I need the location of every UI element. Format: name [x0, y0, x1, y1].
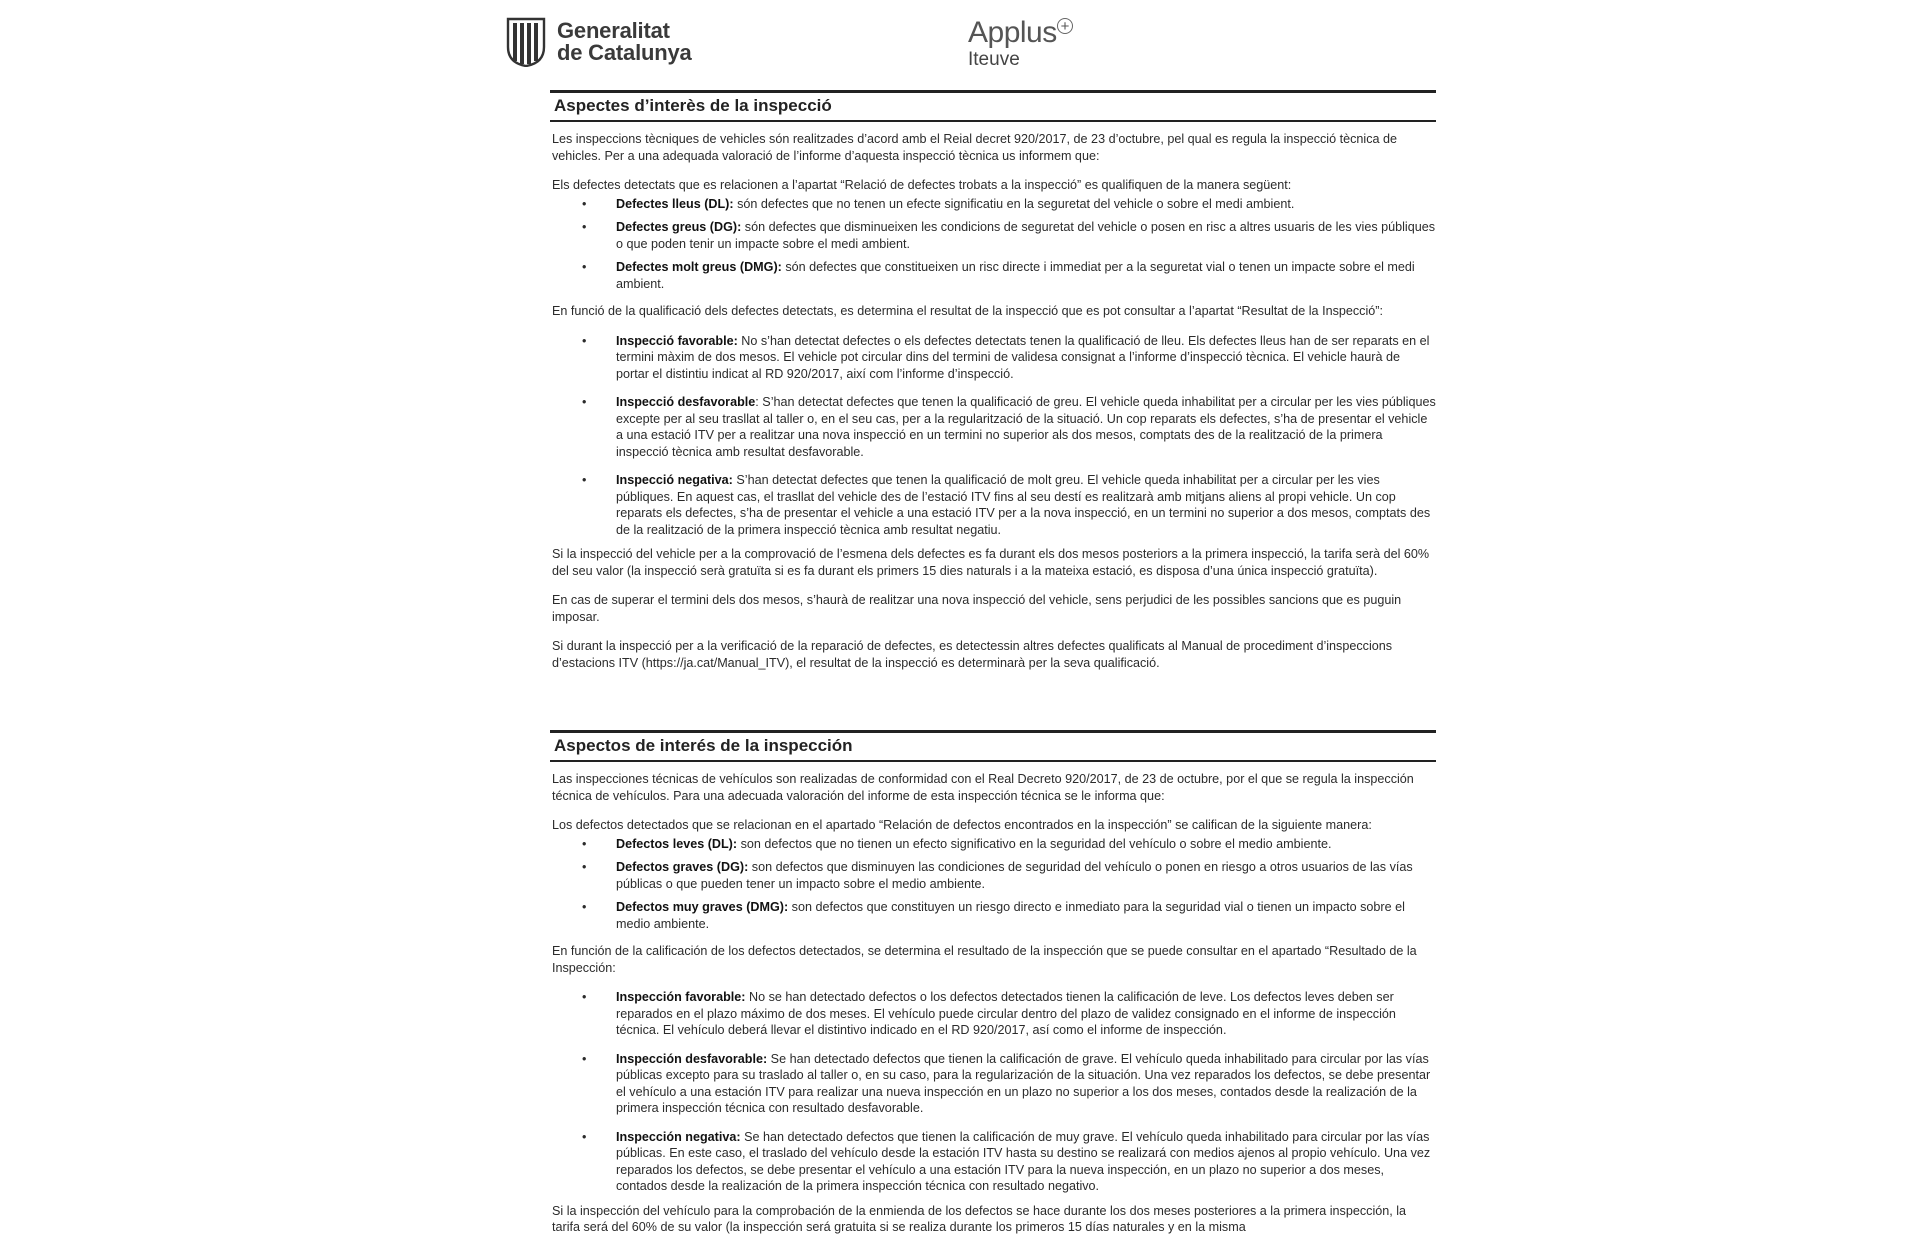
list-item	[552, 836, 1436, 853]
result-text: S’han detectat defectes que tenen la qualificació de molt greu. El vehicle queda inhabilitat per a circular per les vies públiques. En aquest cas, el trasllat del vehicle des de l’estació ITV fins al seu destí es realitzarà amb mitjans aliens al propi vehicle. Un cop reparats els defectes, s’ha de presentar el vehicle a una estació ITV per a la nova inspecció, en un termini no superior a dos mesos, comptats des de la realització de la primera inspecció tècnica amb resultat negatiu.	[616, 473, 1431, 537]
applus-wordmark	[968, 16, 1069, 49]
defects-list-ca	[552, 196, 1436, 293]
defect-text: son defectos que constituyen un riesgo directo e inmediato para la seguridad vial o tienen un impacto sobre el medio ambiente.	[616, 900, 1405, 931]
defects-intro-ca: Els defectes detectats que es relacionen a l’apartat “Relació de defectes trobats a la inspecció” es qualifiquen de la manera següent:	[552, 178, 1292, 192]
list-item	[552, 1051, 1436, 1117]
bullet-icon: •	[582, 860, 587, 874]
bullet-icon: •	[582, 1051, 587, 1066]
section-title-ca: Aspectes d’interès de la inspecció	[554, 96, 832, 115]
applus-brand: Applus	[968, 16, 1057, 49]
bullet-icon: •	[582, 220, 587, 234]
result-text: Se han detectado defectos que tienen la calificación de muy grave. El vehículo queda inhabilitado para circular por las vías públicas. En este caso, el traslado del vehículo desde la estación ITV hasta su destino se realizará con medios ajenos al propio vehículo. Una vez reparados los defectos, se debe presentar el vehículo a una estación ITV para la nueva inspección, en un plazo no superior a dos meses, contados desde la realización de la primera inspección técnica con resultado negativo.	[616, 1129, 1431, 1193]
bullet-icon: •	[582, 395, 587, 409]
result-term: Inspecció favorable:	[616, 333, 738, 348]
plus-circle-icon: +	[1057, 18, 1073, 34]
bullet-icon: •	[582, 196, 587, 211]
bullet-icon: •	[582, 836, 587, 851]
generalitat-line1: Generalitat	[557, 18, 670, 43]
results-list-es	[552, 989, 1436, 1195]
list-item	[552, 989, 1436, 1039]
result-text: No s’han detectat defectes o els defectes detectats tenen la qualificació de lleu. Els defectes lleus han de ser reparats en el termini màxim de dos mesos. El vehicle pot circular dins del termini de validesa consignat a l’informe d’inspecció tècnica. El vehicle haurà de portar el distintiu indicat al RD 920/2017, així com l’informe d’inspecció.	[616, 333, 1430, 381]
bullet-icon: •	[582, 990, 587, 1004]
intro-paragraph-es: Las inspecciones técnicas de vehículos son realizadas de conformidad con el Real Decreto 920/2017, de 23 de octubre, por el que se regula la inspección técnica de vehículos. Para una adecuada valoración del informe de esta inspección técnica se le informa que:	[552, 772, 1414, 803]
defect-text: son defectos que no tienen un efecto significativo en la seguridad del vehículo o sobre el medio ambiente.	[737, 836, 1332, 851]
result-intro-es: En función de la calificación de los defectos detectados, se determina el resultado de la inspección que se puede consultar en el apartado “Resultado de la Inspección:	[552, 944, 1417, 975]
result-term: Inspecció negativa:	[616, 473, 733, 487]
defect-term: Defectos leves (DL):	[616, 836, 738, 851]
tariff-paragraph-es: Si la inspección del vehículo para la comprobación de la enmienda de los defectos se hace durante los dos meses posteriores a la primera inspección, la tarifa será del 60% de su valor (la inspección será gratuita si se realiza durante los primeros 15 días naturales y en la misma	[552, 1203, 1407, 1234]
list-item	[552, 859, 1436, 892]
list-item	[552, 394, 1436, 460]
list-item	[552, 472, 1436, 538]
section-body-es	[552, 771, 1436, 1249]
defect-text: son defectos que disminuyen las condiciones de seguridad del vehículo o ponen en riesgo a otros usuarios de las vías públicas o que pueden tener un impacto sobre el medio ambiente.	[616, 860, 1413, 891]
generalitat-wordmark	[557, 20, 692, 64]
defect-term: Defectes greus (DG):	[616, 220, 742, 234]
section-title-es: Aspectos de interés de la inspección	[554, 736, 853, 755]
result-text: : S’han detectat defectes que tenen la qualificació de greu. El vehicle queda inhabilitat per a circular per les vies públiques excepte per al seu trasllat al taller o, en el seu cas, per a la regularització de la situació. Un cop reparats els defectes, s’ha de presentar el vehicle a una estació ITV per a realitzar una nova inspecció en un termini no superior als dos mesos, comptats des de la realització de la primera inspecció tècnica amb resultat desfavorable.	[616, 395, 1436, 459]
section-body-ca	[552, 131, 1436, 684]
result-text: No se han detectado defectos o los defectos detectados tienen la calificación de leve. Los defectos leves deben ser reparados en el plazo máximo de dos meses. El vehículo puede circular dentro del plazo de validez consignado en el informe de inspección técnica. El vehículo deberá llevar el distintivo indicado en el RD 920/2017, así como el informe de inspección.	[616, 990, 1396, 1037]
tariff-paragraph-ca: Si la inspecció del vehicle per a la comprovació de l’esmena dels defectes es fa durant els dos mesos posteriors a la primera inspecció, la tarifa serà del 60% del seu valor (la inspecció serà gratuïta si es fa durant els primers 15 dies naturals i a la mateixa estació, es disposa d’una única inspecció gratuïta).	[552, 547, 1430, 578]
bullet-icon: •	[582, 473, 587, 487]
generalitat-emblem-icon	[505, 17, 547, 67]
results-list-ca	[552, 333, 1436, 539]
defect-text: són defectes que no tenen un efecte significatiu en la seguretat del vehicle o sobre el medi ambient.	[733, 196, 1295, 211]
list-item	[552, 899, 1436, 932]
bullet-icon: •	[582, 260, 587, 274]
defect-text: són defectes que constitueixen un risc directe i immediat per a la seguretat vial o tenen un impacte sobre el medi ambient.	[616, 260, 1415, 291]
defect-text: són defectes que disminueixen les condicions de seguretat del vehicle o posen en risc a altres usuaris de les vies públiques o que poden tenir un impacte sobre el medi ambient.	[616, 220, 1436, 251]
defect-term: Defectos graves (DG):	[616, 860, 749, 874]
list-item	[552, 219, 1436, 252]
applus-logo	[968, 16, 1069, 70]
bullet-icon: •	[582, 1129, 587, 1144]
defect-term: Defectes molt greus (DMG):	[616, 260, 782, 274]
result-term: Inspección favorable:	[616, 990, 746, 1004]
result-term: Inspección desfavorable:	[616, 1051, 768, 1066]
list-item	[552, 1129, 1436, 1195]
bullet-icon: •	[582, 333, 587, 348]
list-item	[552, 259, 1436, 292]
result-term: Inspecció desfavorable	[616, 395, 756, 409]
manual-paragraph-ca: Si durant la inspecció per a la verificació de la reparació de defectes, es detectessin altres defectes qualificats al Manual de procediment d’inspeccions d’estacions ITV (https://ja.cat/Manual_ITV), el resultat de la inspecció es determinarà per la seva qualificació.	[552, 639, 1393, 670]
section-header-es	[550, 730, 1436, 762]
bullet-icon: •	[582, 900, 587, 914]
section-header-ca	[550, 90, 1436, 122]
defects-list-es	[552, 836, 1436, 933]
result-term: Inspección negativa:	[616, 1129, 741, 1144]
term-paragraph-ca: En cas de superar el termini dels dos mesos, s’haurà de realitzar una nova inspecció del vehicle, sens perjudici de les possibles sancions que es puguin imposar.	[552, 593, 1402, 624]
result-intro-ca: En funció de la qualificació dels defectes detectats, es determina el resultat de la inspecció que es pot consultar a l’apartat “Resultat de la Inspecció”:	[552, 304, 1383, 318]
defect-term: Defectes lleus (DL):	[616, 196, 734, 211]
intro-paragraph-ca: Les inspeccions tècniques de vehicles són realitzades d’acord amb el Reial decret 920/2017, de 23 d’octubre, pel qual es regula la inspecció tècnica de vehicles. Per a una adequada valoració de l’informe d’aquesta inspecció tècnica us informem que:	[552, 132, 1398, 163]
generalitat-logo	[505, 16, 692, 68]
defects-intro-es: Los defectos detectados que se relacionan en el apartado “Relación de defectos encontrados en la inspección” se califican de la siguiente manera:	[552, 818, 1372, 832]
list-item	[552, 333, 1436, 383]
result-text: Se han detectado defectos que tienen la calificación de grave. El vehículo queda inhabilitado para circular por las vías públicas excepto para su traslado al taller o, en su caso, para la regularización de la situación. Una vez reparados los defectos, se debe presentar el vehículo a una estación ITV para realizar una nueva inspección en un plazo no superior a los dos meses, contados desde la realización de la primera inspección técnica con resultado desfavorable.	[616, 1051, 1431, 1115]
applus-sub: Iteuve	[968, 49, 1020, 70]
generalitat-line2: de Catalunya	[557, 40, 692, 65]
list-item	[552, 196, 1436, 213]
defect-term: Defectos muy graves (DMG):	[616, 900, 789, 914]
